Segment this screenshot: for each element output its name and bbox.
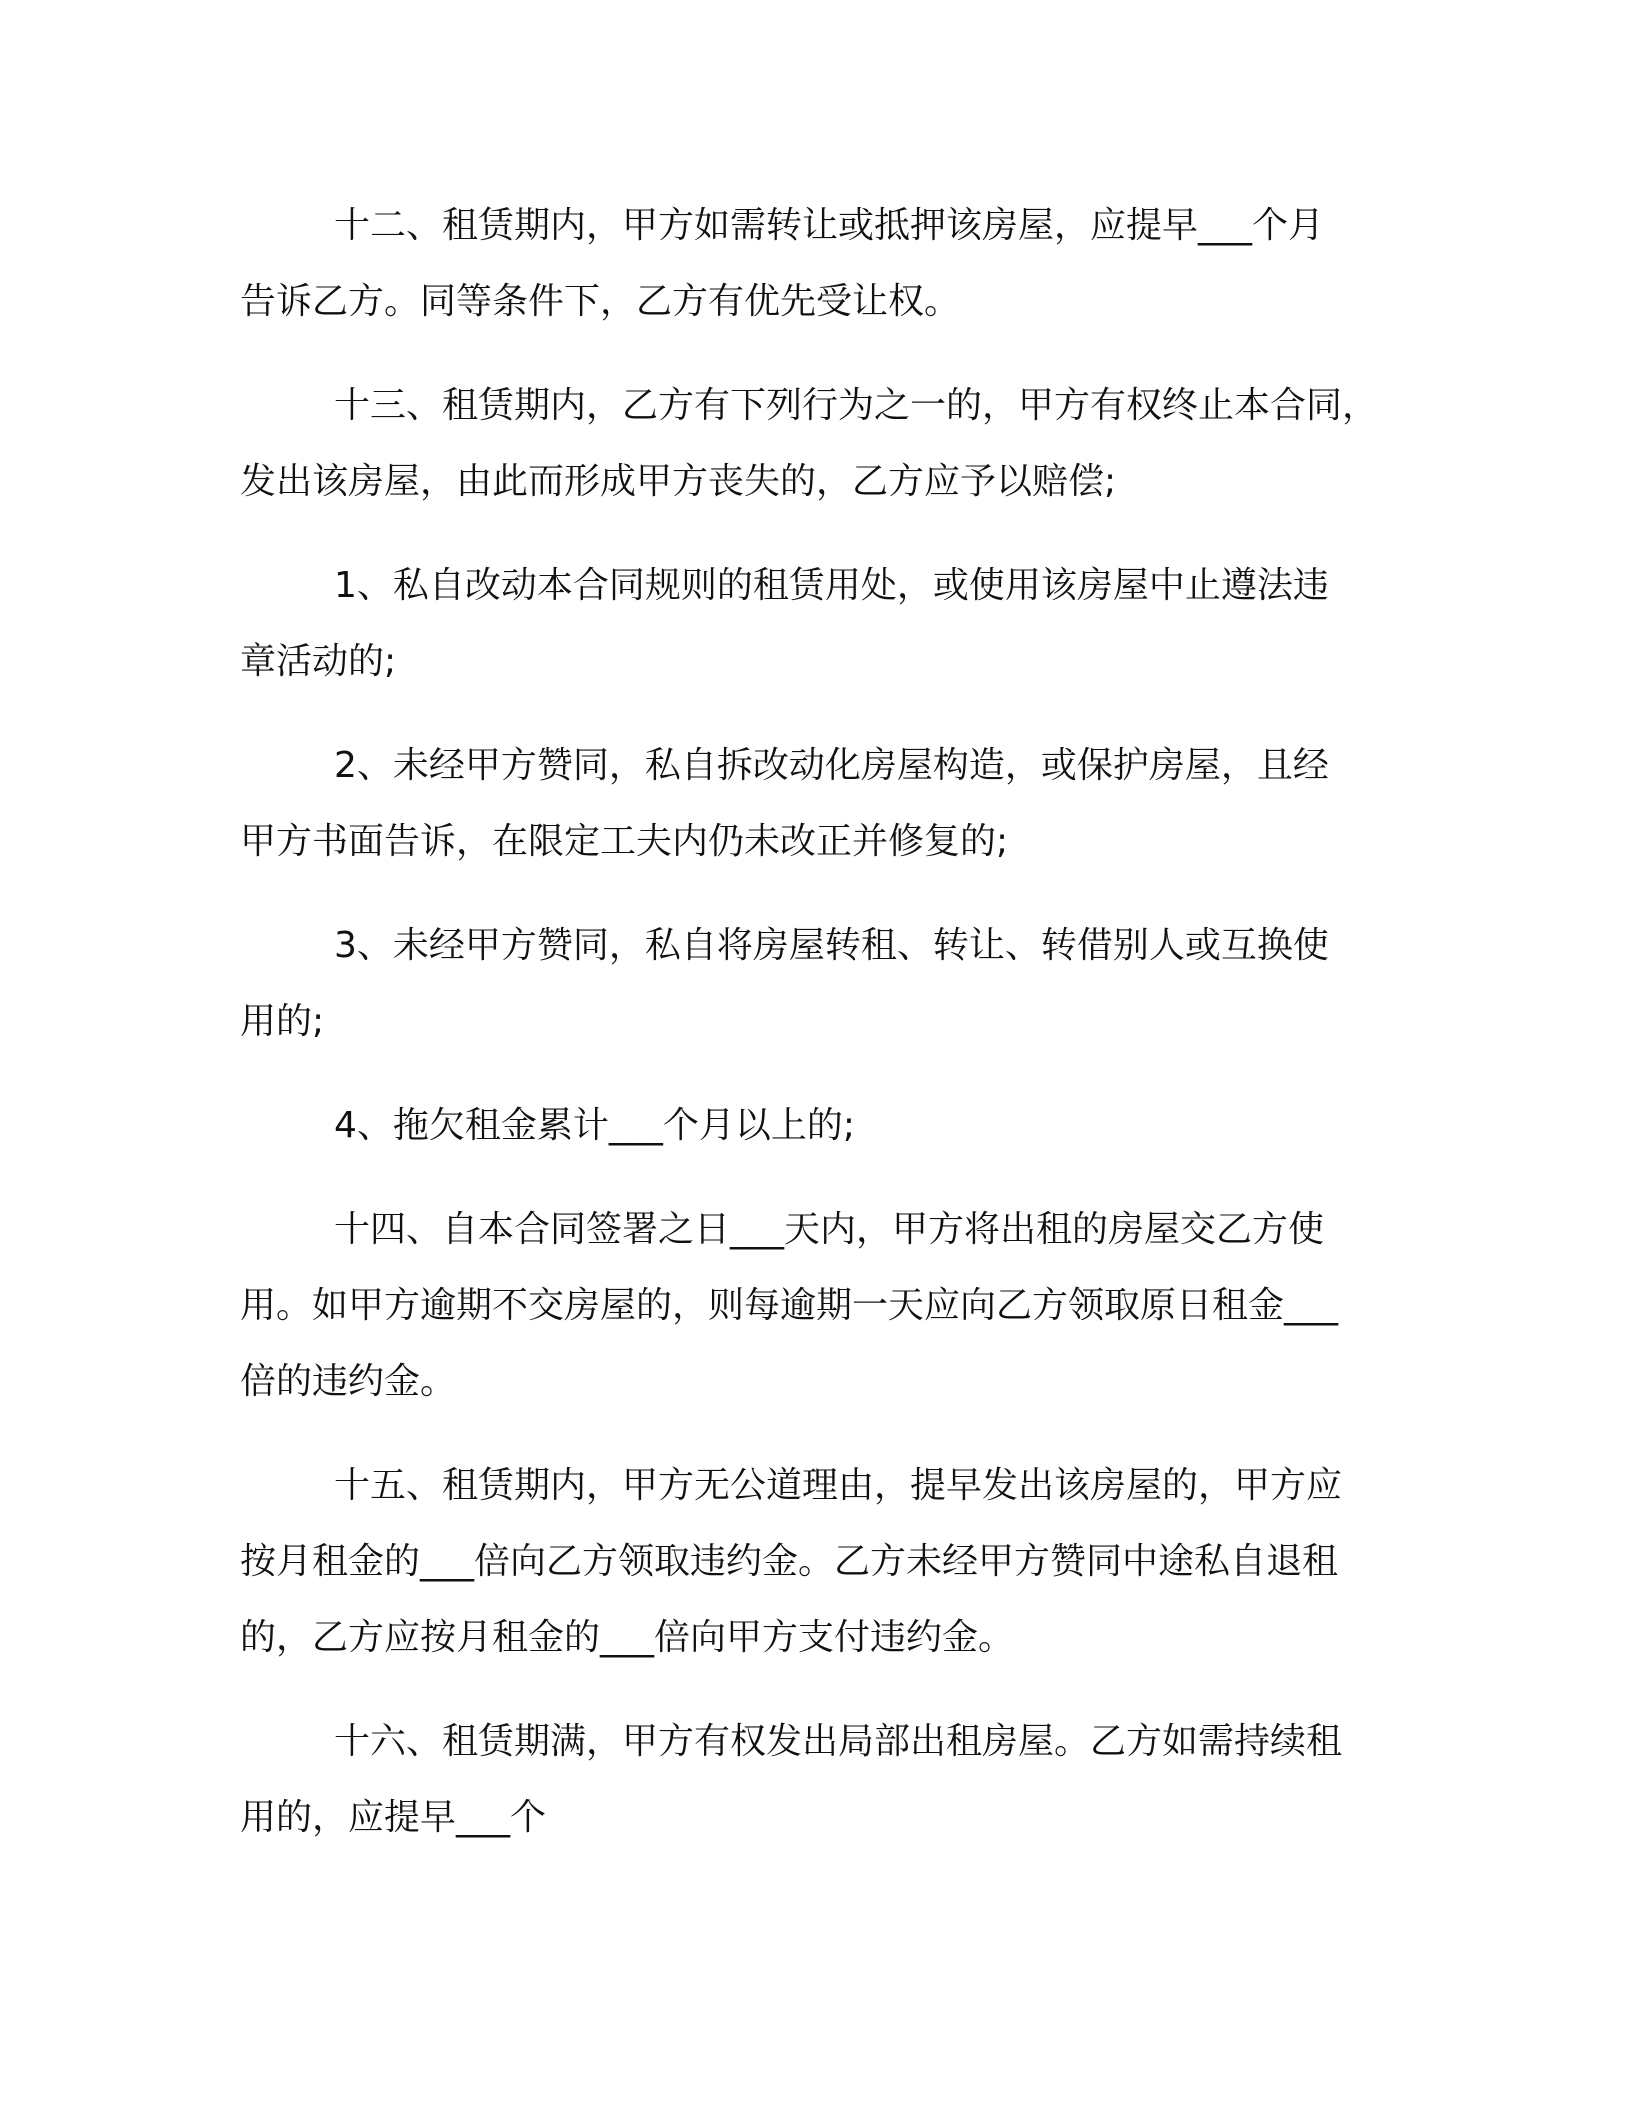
paragraph-line: 用的; bbox=[240, 1001, 325, 1042]
paragraph-13 bbox=[240, 368, 1390, 520]
paragraph-line: 倍的违约金。 bbox=[240, 1361, 457, 1402]
paragraph-line: 3、未经甲方赞同，私自将房屋转租、转让、转借别人或互换使 bbox=[334, 925, 1329, 966]
paragraph-line: 十二、租赁期内，甲方如需转让或抵押该房屋，应提早___个月 bbox=[334, 205, 1325, 246]
paragraph-line: 用的，应提早___个 bbox=[240, 1797, 547, 1838]
paragraph-15 bbox=[240, 1448, 1390, 1676]
paragraph-16 bbox=[240, 1704, 1390, 1856]
paragraph-line: 十四、自本合同签署之日___天内，甲方将出租的房屋交乙方使 bbox=[334, 1209, 1325, 1250]
paragraph-line: 用。如甲方逾期不交房屋的，则每逾期一天应向乙方领取原日租金___ bbox=[240, 1285, 1339, 1326]
paragraph-line: 4、拖欠租金累计___个月以上的; bbox=[334, 1105, 856, 1146]
paragraph-line: 按月租金的___倍向乙方领取违约金。乙方未经甲方赞同中途私自退租 bbox=[240, 1541, 1339, 1582]
paragraph-14 bbox=[240, 1192, 1390, 1420]
list-item-1 bbox=[240, 548, 1390, 700]
paragraph-line: 章活动的; bbox=[240, 641, 397, 682]
list-item-3 bbox=[240, 908, 1390, 1060]
paragraph-12 bbox=[240, 188, 1390, 340]
paragraph-line: 甲方书面告诉，在限定工夫内仍未改正并修复的; bbox=[240, 821, 1009, 862]
paragraph-line: 十六、租赁期满，甲方有权发出局部出租房屋。乙方如需持续租 bbox=[334, 1721, 1343, 1762]
paragraph-line: 十五、租赁期内，甲方无公道理由，提早发出该房屋的，甲方应 bbox=[334, 1465, 1343, 1506]
paragraph-line: 的，乙方应按月租金的___倍向甲方支付违约金。 bbox=[240, 1617, 1015, 1658]
list-item-2 bbox=[240, 728, 1390, 880]
paragraph-line: 告诉乙方。同等条件下，乙方有优先受让权。 bbox=[240, 281, 961, 322]
document-body bbox=[240, 188, 1390, 1884]
paragraph-line: 发出该房屋，由此而形成甲方丧失的，乙方应予以赔偿; bbox=[240, 461, 1117, 502]
paragraph-line: 2、未经甲方赞同，私自拆改动化房屋构造，或保护房屋，且经 bbox=[334, 745, 1329, 786]
paragraph-line: 十三、租赁期内，乙方有下列行为之一的，甲方有权终止本合同， bbox=[334, 385, 1379, 426]
list-item-4 bbox=[240, 1088, 1390, 1164]
paragraph-line: 1、私自改动本合同规则的租赁用处，或使用该房屋中止遵法违 bbox=[334, 565, 1329, 606]
